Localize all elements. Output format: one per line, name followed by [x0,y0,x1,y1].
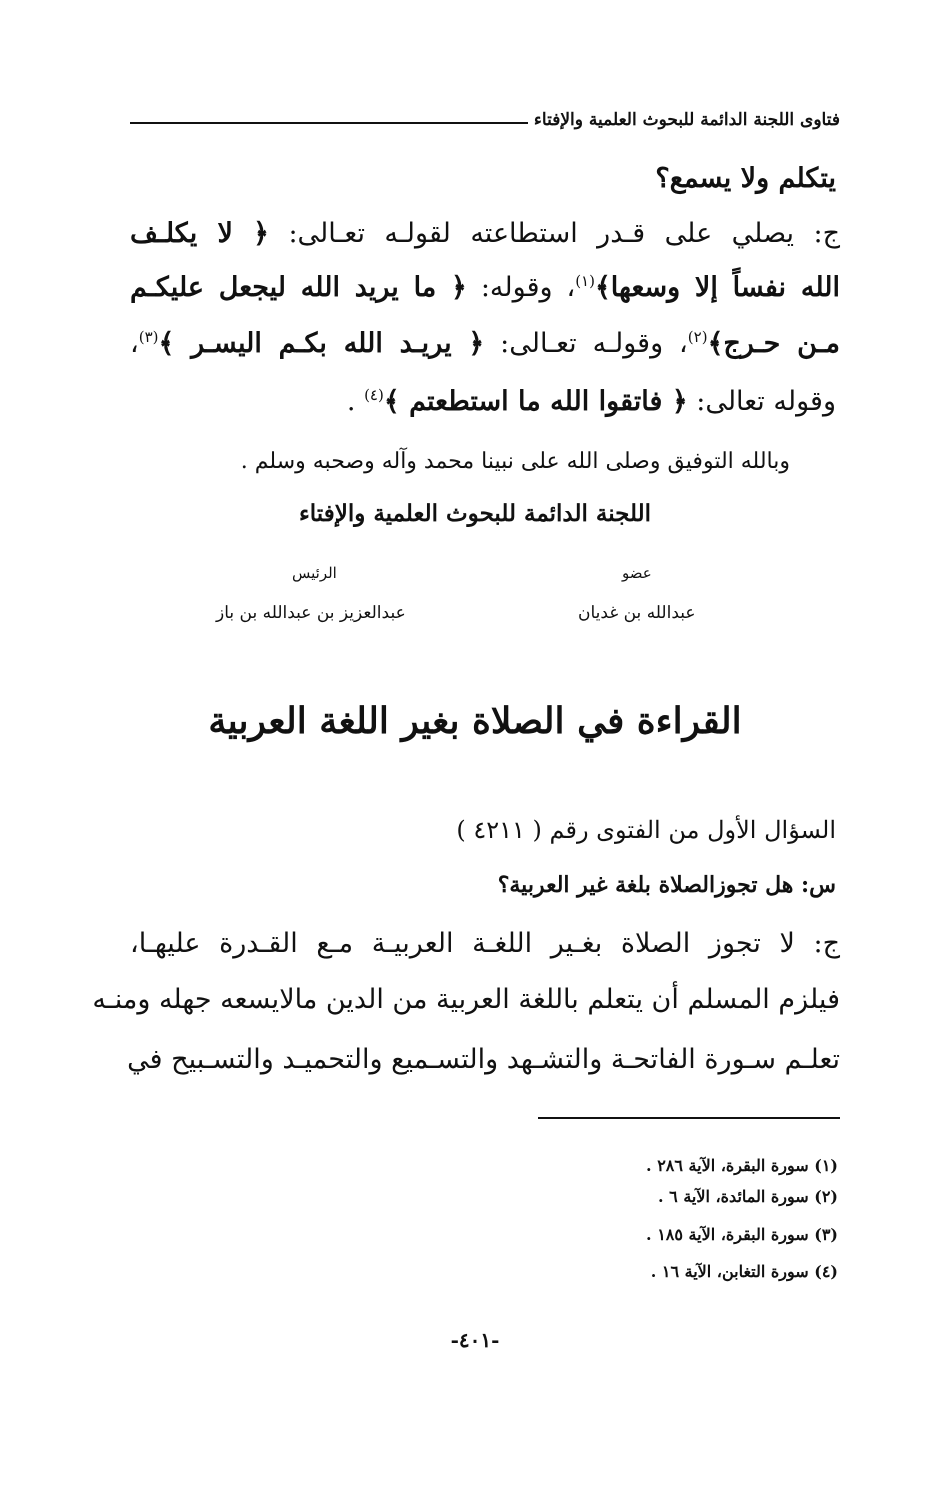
footnote-ref: (٢) [687,328,708,346]
footnote-3: (٣) سورة البقرة، الآية ١٨٥ . [646,1225,838,1244]
footnote-ref: (٤) [364,386,384,404]
footnote-rule [538,1117,840,1119]
footnote-ref: (٣) [138,328,159,346]
chair-name: عبدالعزيز بن عبدالله بن باز [216,603,406,623]
body-text: ج: يصلي على قـدر استطاعته لقولـه تعـالى: [269,218,840,249]
answer-line-1: ج: لا تجوز الصلاة بغـير اللغـة العربيـة مـع القـدرة عليهـا، [130,928,840,959]
answer-line-3: تعلـم سـورة الفاتحـة والتشـهد والتسـميع والتحميـد والتسـبيح في [127,1044,840,1075]
member-title: عضو [622,564,652,582]
header-title: فتاوى اللجنة الدائمة للبحوث العلمية والإفتاء [533,110,840,130]
body-text: ، وقولـه تعـالى: [484,328,688,359]
question: س: هل تجوزالصلاة بلغة غير العربية؟ [497,872,836,898]
committee-name: اللجنة الدائمة للبحوث العلمية والإفتاء [298,500,652,527]
answer-line-2: فيلزم المسلم أن يتعلم باللغة العربية من الدين مالايسعه جهله ومنـه [92,984,840,1015]
footnote-2: (٢) سورة المائدة، الآية ٦ . [658,1187,838,1206]
page-number: -٤٠١- [450,1328,500,1352]
body-line-4 [130,328,840,359]
fatwa-reference: السؤال الأول من الفتوى رقم ( ٤٢١١ ) [456,816,836,844]
quran-quote: الله نفساً إلا وسعها﴾ [594,272,840,303]
body-text: وقوله تعالى: [687,386,836,417]
body-line-5 [347,386,836,417]
quran-quote: ﴿ يريـد الله بكـم اليسـر ﴾ [158,328,485,359]
body-line-1: يتكلم ولا يسمع؟ [655,163,836,194]
quran-quote: مـن حـرج﴾ [707,328,840,359]
running-header [130,110,840,130]
body-line-3 [130,272,840,303]
body-line-2 [130,218,840,249]
section-title: القراءة في الصلاة بغير اللغة العربية [208,700,742,742]
body-text: . [346,386,365,417]
quran-quote: ﴿ ما يريد الله ليجعل عليكـم [130,272,467,303]
footnote-1: (١) سورة البقرة، الآية ٢٨٦ . [646,1156,838,1175]
body-text: ، [130,328,139,359]
member-name: عبدالله بن غديان [578,603,696,623]
header-rule [130,122,528,124]
body-text: ، وقوله: [466,272,576,303]
footnote-4: (٤) سورة التغابن، الآية ١٦ . [650,1262,838,1281]
quran-quote: ﴿ فاتقوا الله ما استطعتم ﴾ [383,386,688,417]
chair-title: الرئيس [292,564,337,582]
footnote-ref: (١) [575,272,595,290]
quran-quote: ﴿ لا يكلـف [130,218,269,249]
closing-line: وبالله التوفيق وصلى الله على نبينا محمد وآله وصحبه وسلم . [240,449,790,474]
